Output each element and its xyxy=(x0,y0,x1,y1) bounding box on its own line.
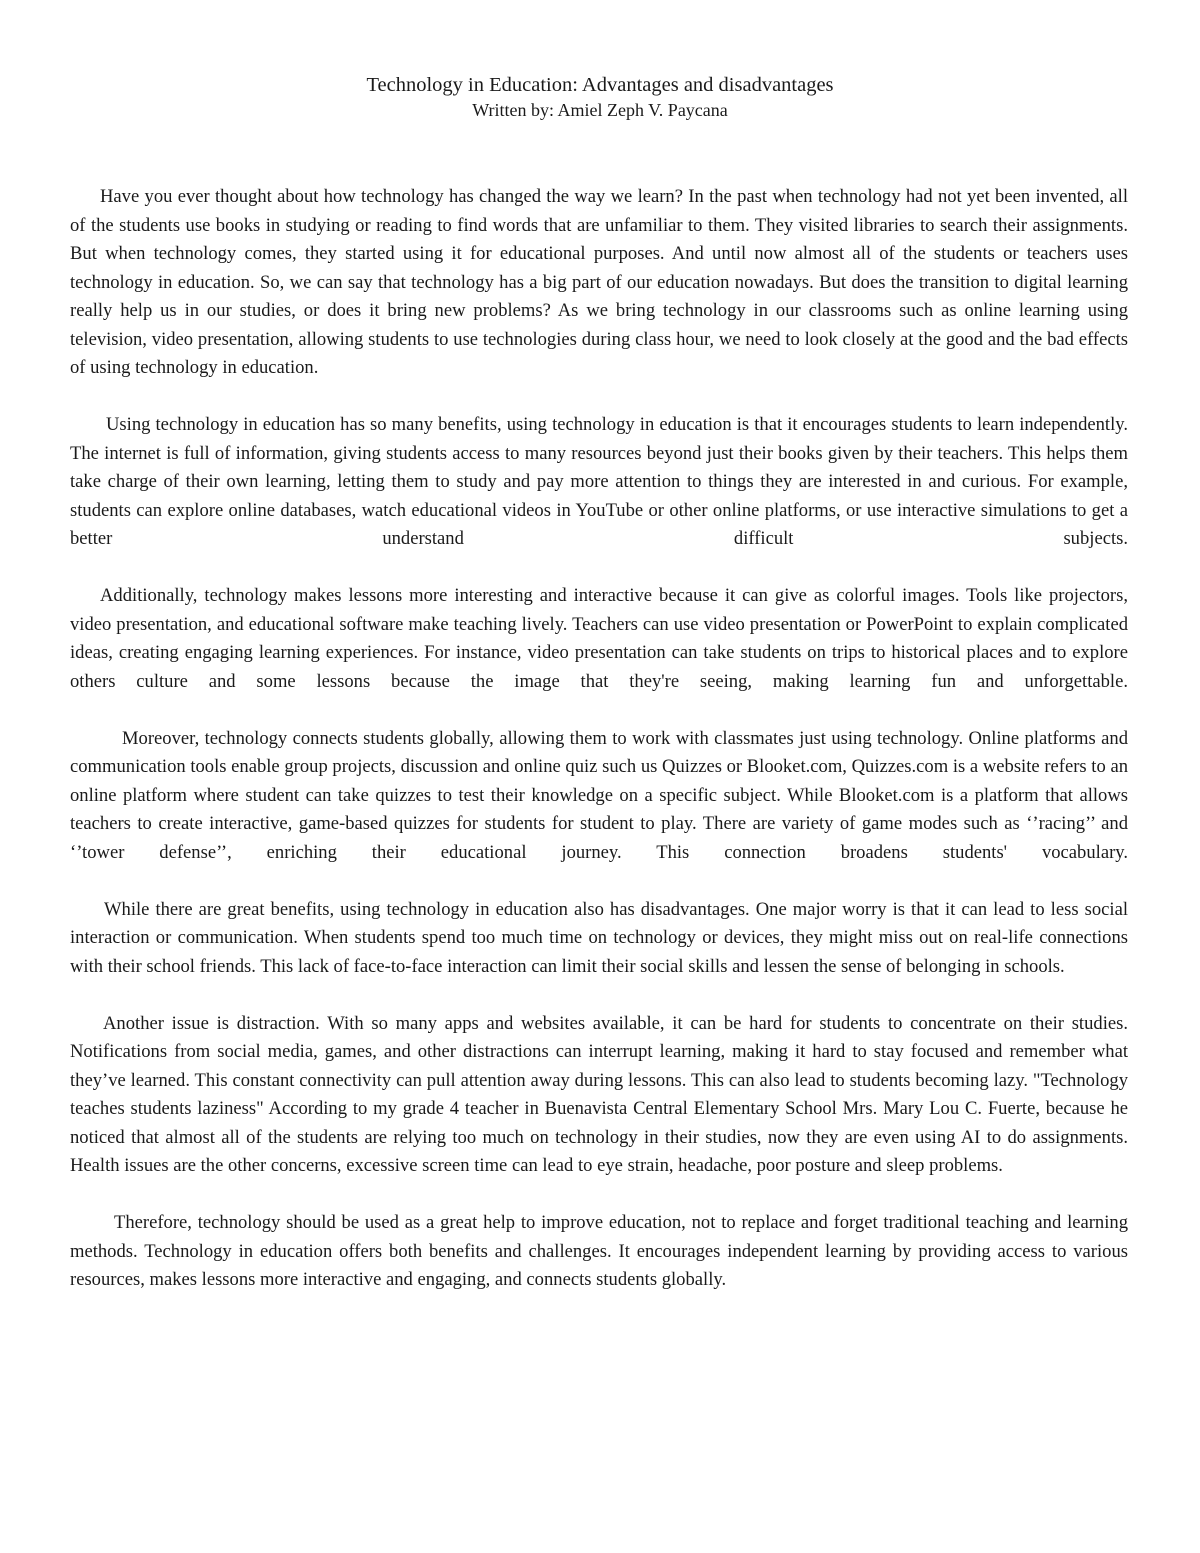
paragraph-global-connection: Moreover, technology connects students globally, allowing them to work with classmates just using technology. Online platforms and communication tools enable group projects, discussion and online quiz such us Quizzes or Blooket.com, Quizzes.com is a website refers to an online platform where student can take quizzes to test their knowledge on a specific subject. While Blooket.com is a platform that allows teachers to create interactive, game-based quizzes for students for student to play. There are variety of game modes such as ‘’racing’’ and ‘’tower defense’’, enriching their educational journey. This connection broadens students' vocabulary. xyxy=(70,727,1128,863)
paragraph-interactive-lessons: Additionally, technology makes lessons more interesting and interactive because it can give as colorful images. Tools like projectors, video presentation, and educational software make teaching lively. Teachers can use video presentation or PowerPoint to explain complicated ideas, creating engaging learning experiences. For instance, video presentation can take students on trips to historical places and to explore others culture and some lessons because the image that they're seeing, making learning fun and unforgettable. xyxy=(70,585,1128,692)
paragraph-disadvantages: While there are great benefits, using technology in education also has disadvantages. One major worry is that it can lead to less social interaction or communication. When students spend too much time on technology or devices, they might miss out on real-life connections with their school friends. This lack of face-to-face interaction can limit their social skills and lessen the sense of belonging in schools. xyxy=(70,898,1128,977)
document-body xyxy=(70,183,1128,1323)
author-line: Written by: Amiel Zeph V. Paycana xyxy=(472,100,728,120)
paragraph-independent-learning: Using technology in education has so many benefits, using technology in education is that it encourages students to learn independently. The internet is full of information, giving students access to many resources beyond just their books given by their teachers. This helps them take charge of their own learning, letting them to study and pay more attention to things they are interested in and curious. For example, students can explore online databases, watch educational videos in YouTube or other online platforms, or use interactive simulations to get a better understand difficult subjects. xyxy=(70,414,1128,549)
document-title: Technology in Education: Advantages and disadvantages xyxy=(366,74,834,96)
paragraph-distraction: Another issue is distraction. With so many apps and websites available, it can be hard for students to concentrate on their studies. Notifications from social media, games, and other distractions can interrupt learning, making it hard to stay focused and remember what they’ve learned. This constant connectivity can pull attention away during lessons. This can also lead to students becoming lazy. "Technology teaches students laziness" According to my grade 4 teacher in Buenavista Central Elementary School Mrs. Mary Lou C. Fuerte, because he noticed that almost all of the students are relying too much on technology in their studies, now they are even using AI to do assignments. Health issues are the other concerns, excessive screen time can lead to eye strain, headache, poor posture and sleep problems. xyxy=(70,1012,1128,1176)
paragraph-conclusion: Therefore, technology should be used as a great help to improve education, not to replace and forget traditional teaching and learning methods. Technology in education offers both benefits and challenges. It encourages independent learning by providing access to various resources, makes lessons more interactive and engaging, and connects students globally. xyxy=(70,1212,1128,1290)
paragraph-introduction: Have you ever thought about how technology has changed the way we learn? In the past when technology had not yet been invented, all of the students use books in studying or reading to find words that are unfamiliar to them. They visited libraries to search their assignments. But when technology comes, they started using it for educational purposes. And until now almost all of the students or teachers uses technology in education. So, we can say that technology has a big part of our education nowadays. But does the transition to digital learning really help us in our studies, or does it bring new problems? As we bring technology in our classrooms such as online learning using television, video presentation, allowing students to use technologies during class hour, we need to look closely at the good and the bad effects of using technology in education. xyxy=(70,186,1128,378)
